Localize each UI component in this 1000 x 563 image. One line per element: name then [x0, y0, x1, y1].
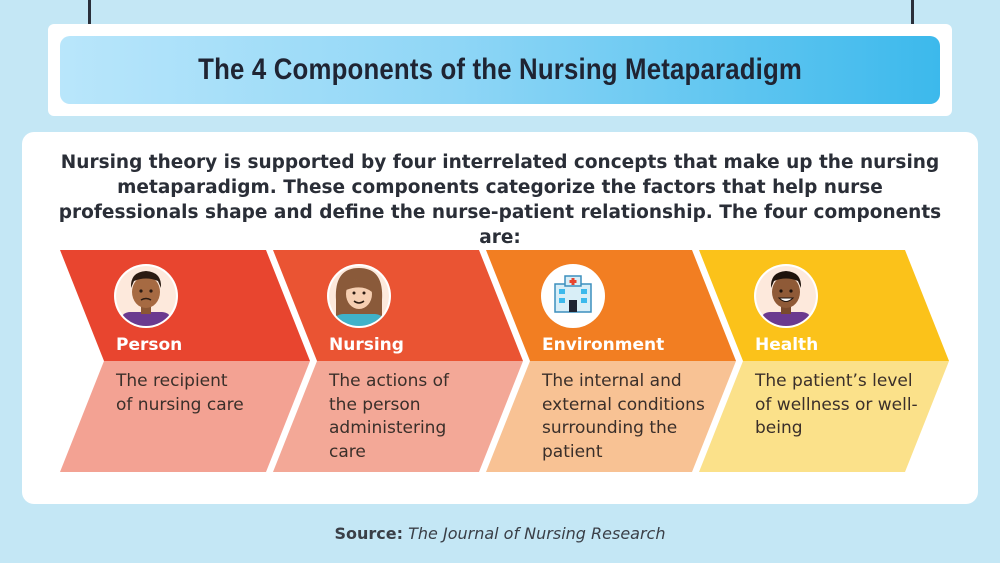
page-title: The 4 Components of the Nursing Metaparadigm [198, 53, 802, 86]
person-description: The recipient of nursing care [116, 371, 244, 415]
nursing-description: The actions of the person administering care [329, 371, 449, 462]
nursing-label: Nursing [329, 335, 404, 355]
health-header-chevron [699, 250, 949, 361]
hospital-icon [541, 264, 605, 328]
intro-paragraph: Nursing theory is supported by four interrelated concepts that make up the nursing metaparadigm. These components categorize the factors that help nurse professionals shape and define the nurse-patient relationship. The four components are: [58, 152, 942, 248]
person-header-chevron [60, 250, 310, 361]
environment-label: Environment [542, 335, 665, 355]
environment-description: The internal and external conditions surrounding the patient [542, 371, 705, 462]
health-label: Health [755, 335, 819, 355]
person-label: Person [116, 335, 183, 355]
source-text: The Journal of Nursing Research [408, 524, 666, 543]
health-description: The patient’s level of wellness or well-being [755, 371, 918, 438]
source-label: Source: [334, 524, 404, 543]
component-person [60, 250, 310, 472]
source-citation [0, 524, 1000, 543]
